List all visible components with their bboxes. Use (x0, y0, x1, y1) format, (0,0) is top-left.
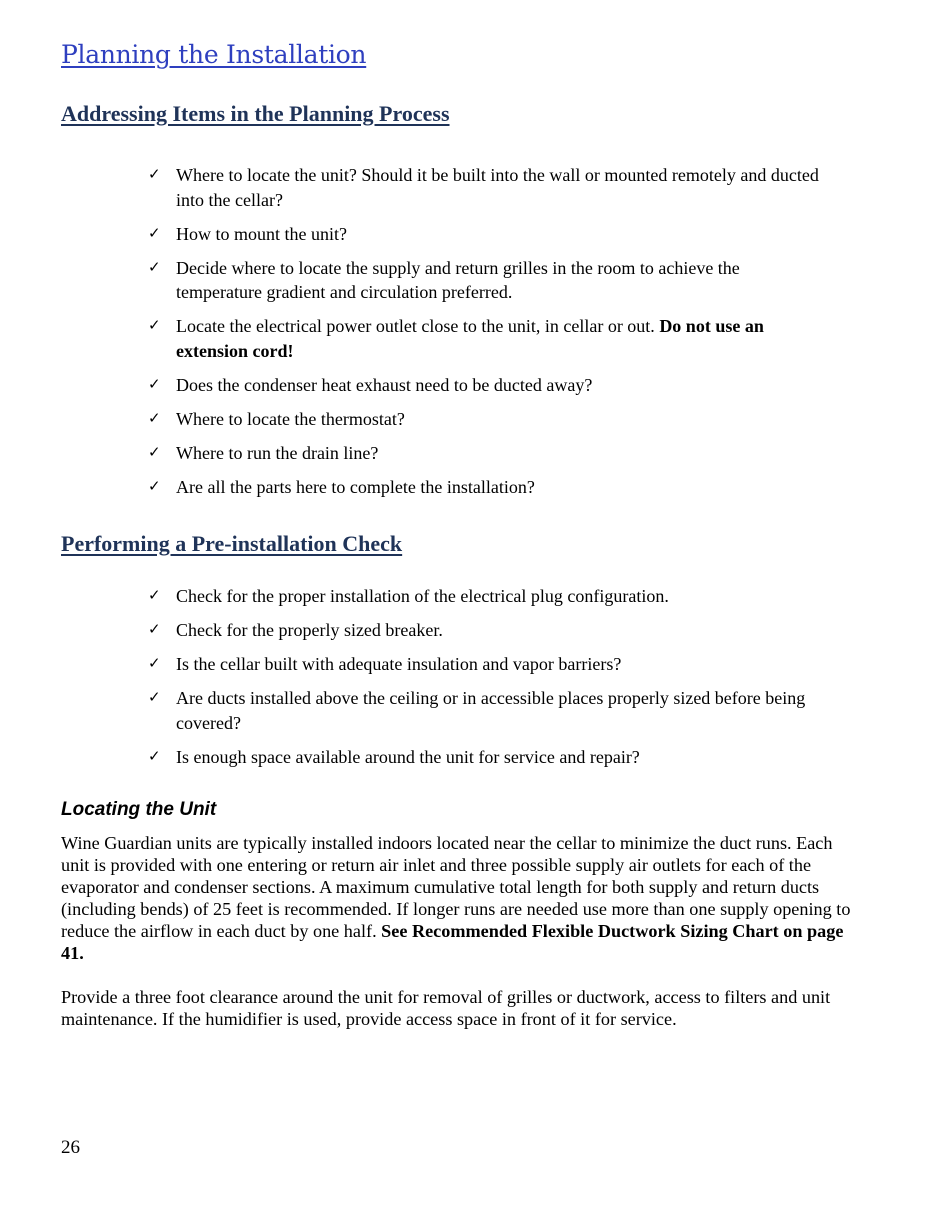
checkmark-icon: ✓ (148, 165, 161, 183)
checkmark-icon: ✓ (148, 654, 161, 672)
page-title: Planning the Installation (61, 40, 367, 69)
checklist-item: ✓ Check for the proper installation of the electrical plug configuration. (148, 584, 828, 609)
checklist-item: ✓ How to mount the unit? (148, 222, 828, 247)
checklist-item: ✓ Locate the electrical power outlet close to the unit, in cellar or out. Do not use an extension cord! (148, 314, 828, 363)
page-number: 26 (61, 1137, 80, 1158)
locating-unit-paragraph: Wine Guardian units are typically installed indoors located near the cellar to minimize the duct runs. Each unit is provided with one entering or return air inlet and three possible supply air outlets for each of the evaporator and condenser sections. A maximum cumulative total length for both supply and return ducts (including bends) of 25 feet is recommended. If longer runs are needed use more than one supply opening to reduce the airflow in each duct by one half. See Recommended Flexible Ductwork Sizing Chart on page 41. (61, 833, 851, 963)
checkmark-icon: ✓ (148, 316, 161, 334)
section-heading-pre-installation-check: Performing a Pre-installation Check (61, 531, 403, 556)
planning-checklist (148, 163, 828, 509)
checkmark-icon: ✓ (148, 746, 161, 765)
checklist-item: ✓ Where to locate the thermostat? (148, 407, 828, 432)
checkmark-icon: ✓ (148, 586, 161, 604)
pre-installation-checklist (148, 584, 828, 779)
checkmark-icon: ✓ (148, 442, 161, 461)
checklist-item: ✓ Are ducts installed above the ceiling or in accessible places properly sized before being covered? (148, 686, 828, 735)
checklist-item: ✓ Are all the parts here to complete the installation? (148, 475, 828, 500)
checklist-item: ✓ Where to run the drain line? (148, 441, 828, 466)
ductwork-reference: See Recommended Flexible Ductwork Sizing Chart on page 41. (61, 921, 844, 963)
checkmark-icon: ✓ (148, 688, 161, 706)
checkmark-icon: ✓ (148, 620, 161, 638)
checkmark-icon: ✓ (148, 374, 161, 393)
checkmark-icon: ✓ (148, 223, 161, 242)
checklist-item: ✓ Is enough space available around the unit for service and repair? (148, 745, 828, 770)
warning-text: Do not use an extension cord! (176, 316, 764, 361)
checklist-item: ✓ Is the cellar built with adequate insulation and vapor barriers? (148, 652, 828, 677)
section-heading-planning-process: Addressing Items in the Planning Process (61, 101, 450, 126)
checklist-item: ✓ Check for the properly sized breaker. (148, 618, 828, 643)
checkmark-icon: ✓ (148, 476, 161, 495)
checklist-item: ✓ Does the condenser heat exhaust need to be ducted away? (148, 373, 828, 398)
subsection-heading-locating-unit: Locating the Unit (61, 799, 217, 820)
checklist-item: ✓ Decide where to locate the supply and return grilles in the room to achieve the temperature gradient and circulation preferred. (148, 256, 828, 305)
checkmark-icon: ✓ (148, 257, 161, 276)
checkmark-icon: ✓ (148, 408, 161, 427)
clearance-paragraph: Provide a three foot clearance around the unit for removal of grilles or ductwork, access to filters and unit maintenance. If the humidifier is used, provide access space in front of it for service. (61, 987, 831, 1029)
checklist-item: ✓ Where to locate the unit? Should it be built into the wall or mounted remotely and ducted into the cellar? (148, 163, 828, 212)
